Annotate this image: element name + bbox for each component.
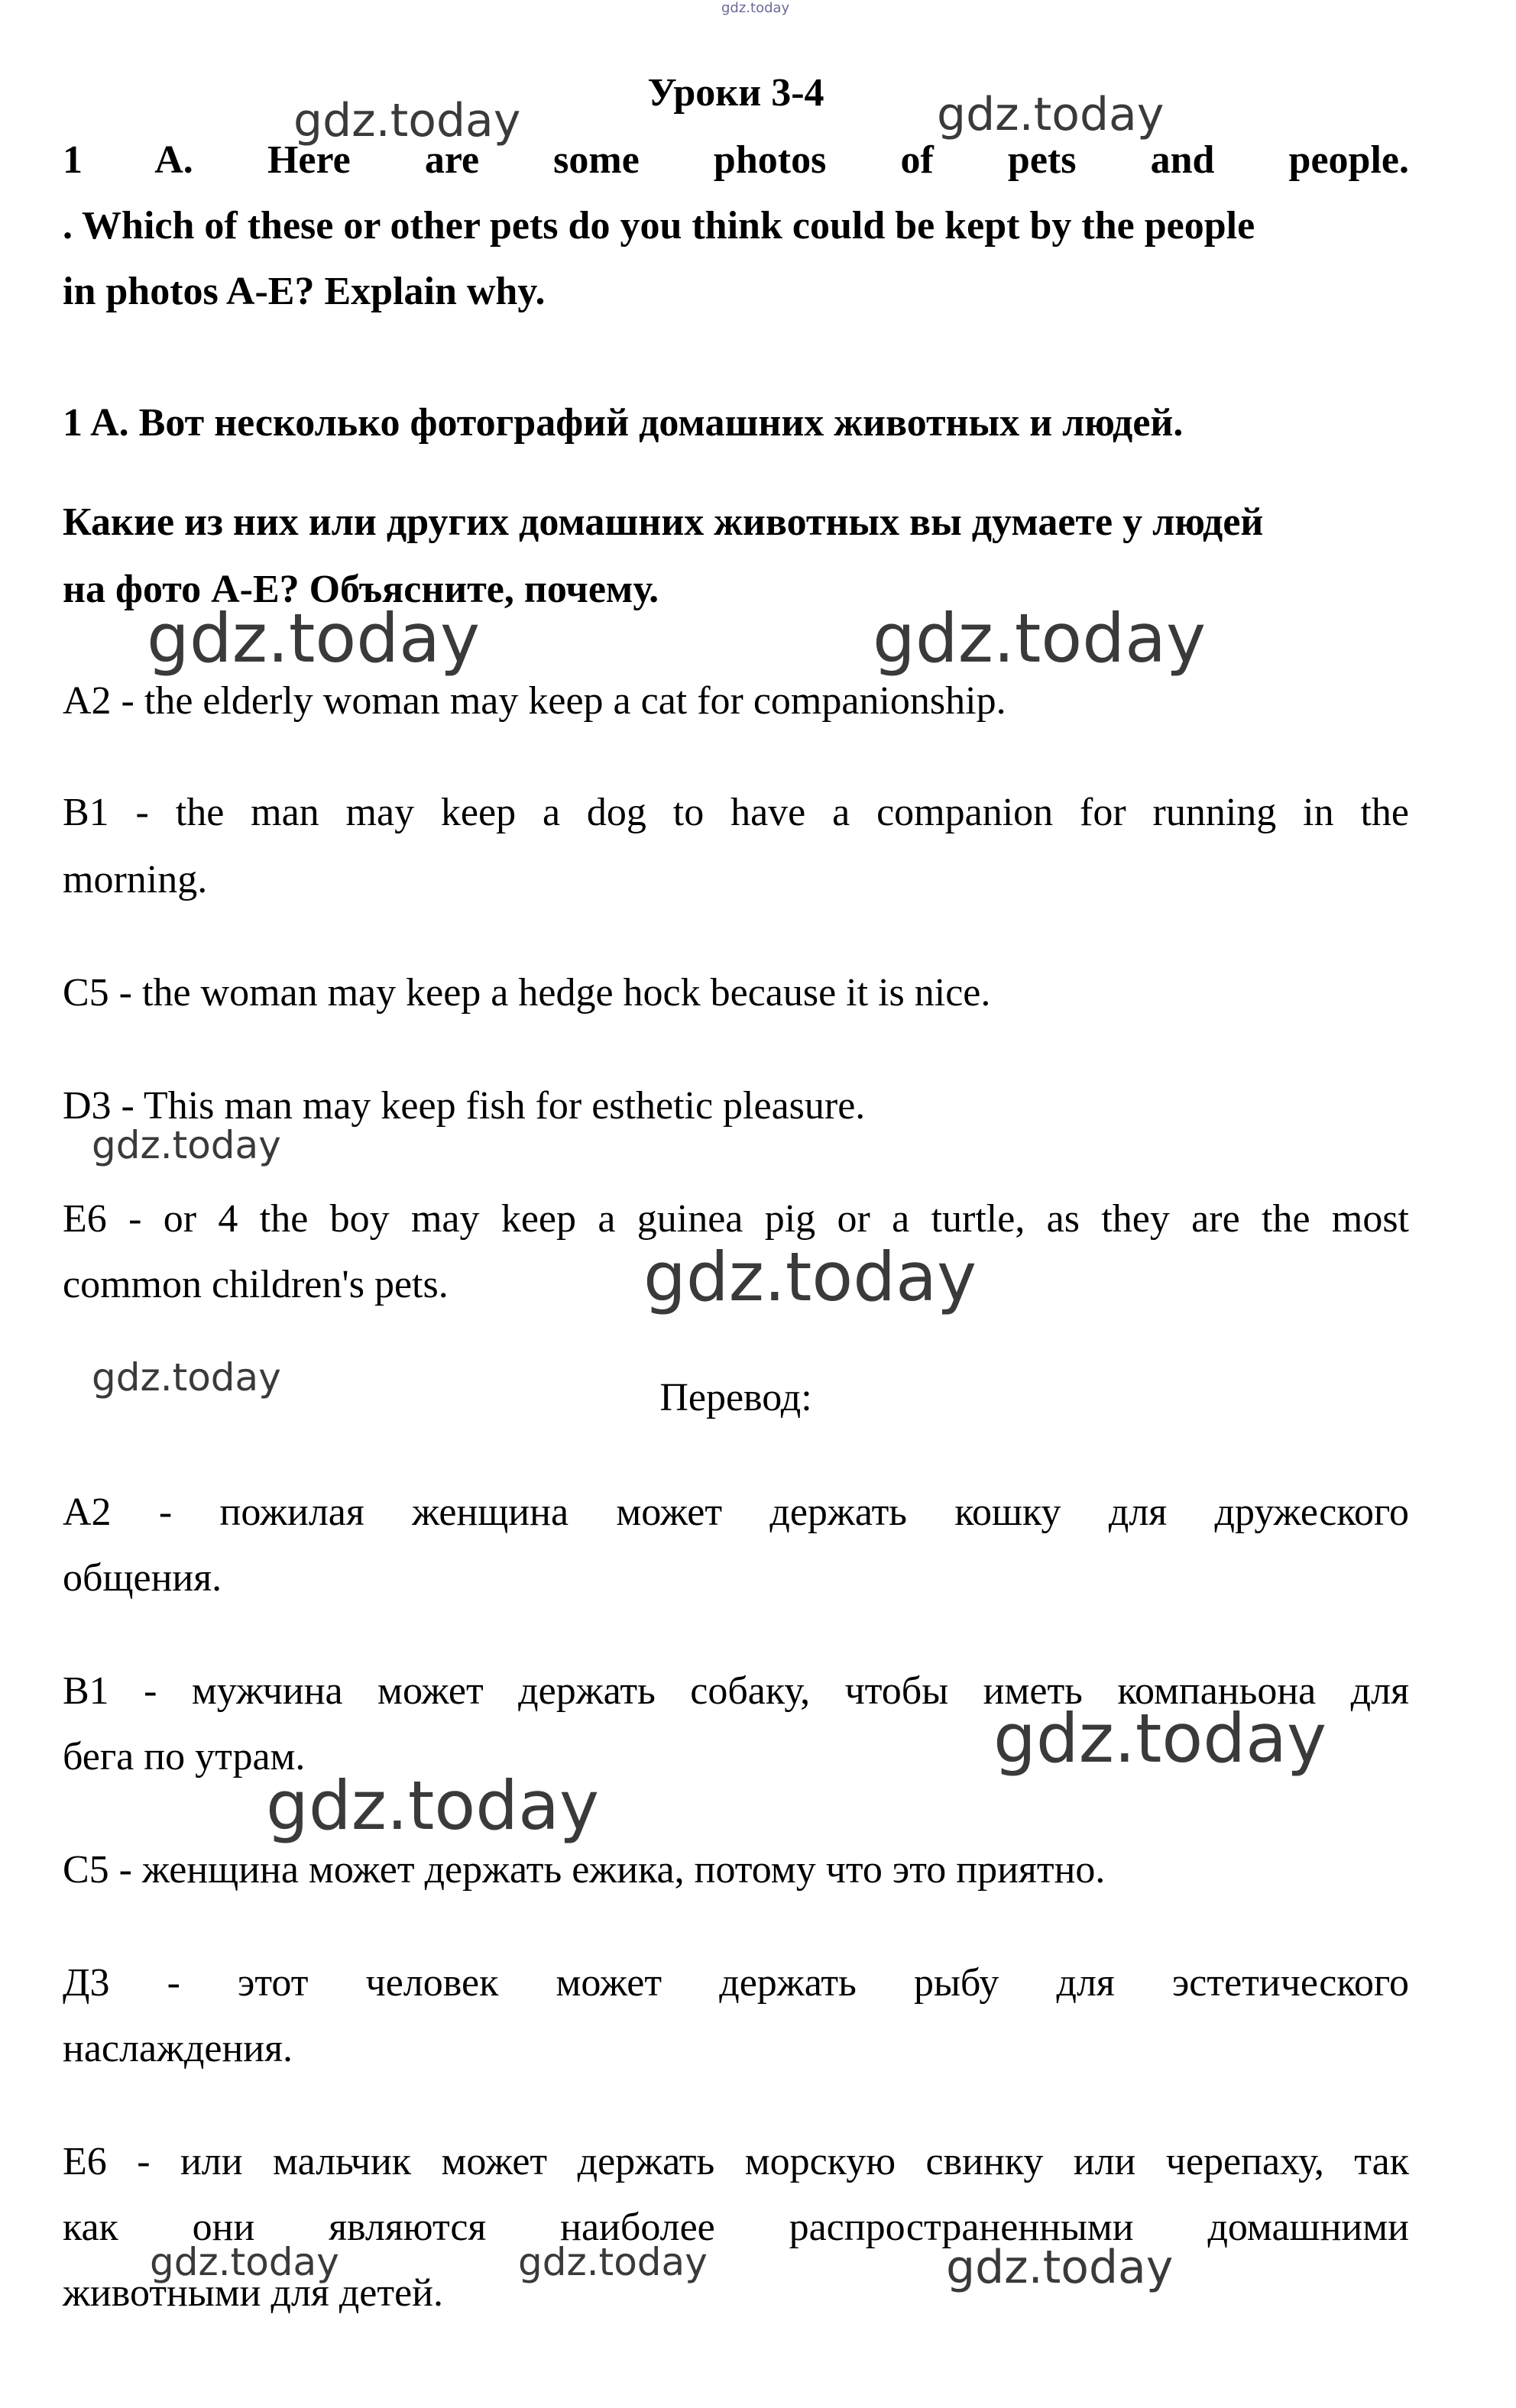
watermark: gdz.today bbox=[293, 94, 521, 147]
task-ru-line-2: Какие из них или других домашних животных вы думаете у людей bbox=[63, 500, 1264, 544]
answer-ru-b1-line-1: В1 - мужчина может держать собаку, чтобы иметь компаньона для bbox=[63, 1669, 1409, 1713]
translation-heading: Перевод: bbox=[659, 1376, 812, 1419]
answer-ru-d3-line-1: Д3 - этот человек может держать рыбу для эстетического bbox=[63, 1961, 1409, 2005]
task-en-line-1: 1 A. Here are some photos of pets and people. bbox=[63, 138, 1409, 182]
watermark: gdz.today bbox=[937, 88, 1165, 141]
watermark: gdz.today bbox=[721, 0, 790, 16]
answer-ru-b1-line-2: бега по утрам. bbox=[63, 1735, 306, 1778]
watermark: gdz.today bbox=[946, 2241, 1174, 2294]
watermark: gdz.today bbox=[92, 1123, 281, 1167]
task-ru-line-1: 1 A. Вот несколько фотографий домашних животных и людей. bbox=[63, 401, 1184, 445]
task-en-line-3: in photos A-E? Explain why. bbox=[63, 270, 546, 313]
answer-en-c5: C5 - the woman may keep a hedge hock because it is nice. bbox=[63, 971, 991, 1015]
watermark: gdz.today bbox=[993, 1699, 1327, 1778]
lesson-title: Уроки 3-4 bbox=[647, 71, 824, 115]
answer-en-e6-line-2: common children's pets. bbox=[63, 1263, 449, 1306]
answer-ru-e6-line-1: Е6 - или мальчик может держать морскую свинку или черепаху, так bbox=[63, 2140, 1409, 2183]
answer-en-e6-line-1: E6 - or 4 the boy may keep a guinea pig or a turtle, as they are the most bbox=[63, 1197, 1409, 1241]
answer-en-d3: D3 - This man may keep fish for esthetic pleasure. bbox=[63, 1084, 866, 1128]
task-ru-line-3: на фото A-E? Объясните, почему. bbox=[63, 568, 659, 611]
watermark: gdz.today bbox=[150, 2240, 339, 2284]
watermark: gdz.today bbox=[92, 1355, 281, 1400]
watermark: gdz.today bbox=[147, 599, 481, 678]
answer-ru-d3-line-2: наслаждения. bbox=[63, 2027, 293, 2070]
answer-ru-c5: С5 - женщина может держать ежика, потому что это приятно. bbox=[63, 1848, 1106, 1892]
answer-en-b1-line-2: morning. bbox=[63, 858, 208, 901]
answer-ru-e6-line-3: животными для детей. bbox=[63, 2271, 443, 2315]
watermark: gdz.today bbox=[266, 1766, 600, 1845]
answer-ru-a2-line-1: А2 - пожилая женщина может держать кошку для дружеского bbox=[63, 1490, 1409, 1534]
watermark: gdz.today bbox=[643, 1238, 977, 1316]
watermark: gdz.today bbox=[518, 2240, 708, 2284]
watermark: gdz.today bbox=[873, 599, 1207, 678]
answer-en-b1-line-1: B1 - the man may keep a dog to have a companion for running in the bbox=[63, 791, 1409, 834]
answer-ru-e6-line-2: как они являются наиболее распространенными домашними bbox=[63, 2206, 1409, 2249]
answer-en-a2: A2 - the elderly woman may keep a cat for companionship. bbox=[63, 679, 1006, 723]
task-en-line-2: . Which of these or other pets do you think could be kept by the people bbox=[63, 204, 1255, 248]
answer-ru-a2-line-2: общения. bbox=[63, 1556, 222, 1600]
